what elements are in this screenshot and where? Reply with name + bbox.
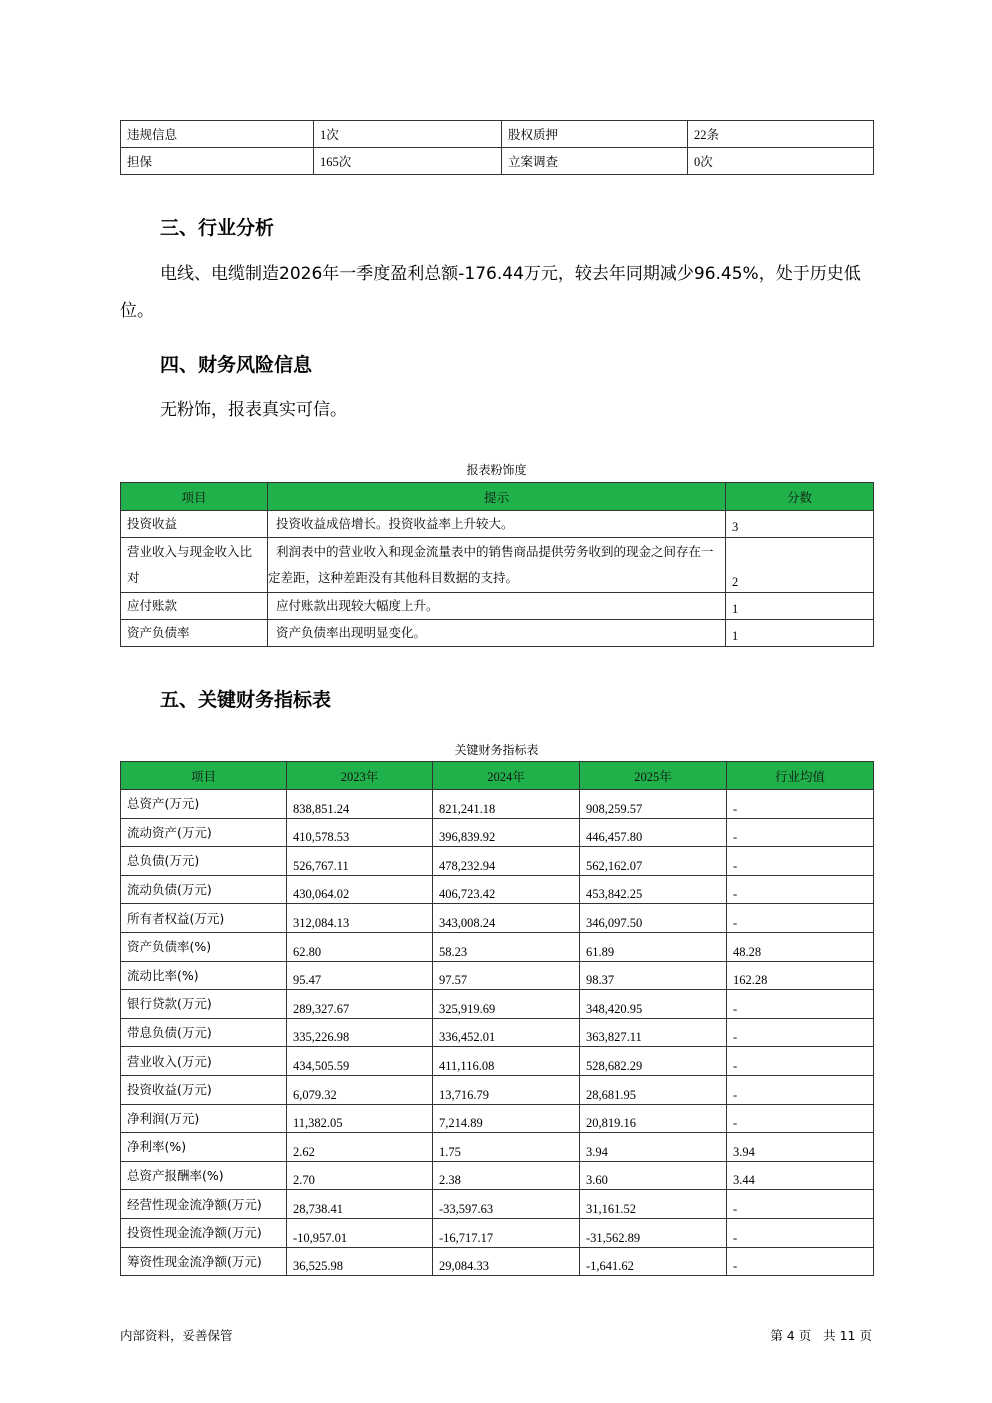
metric-value: 363,827.11 bbox=[580, 1018, 727, 1047]
metrics-row bbox=[121, 904, 874, 933]
section3-heading: 三、行业分析 bbox=[160, 217, 275, 239]
metric-value: 562,162.07 bbox=[580, 847, 727, 876]
risk-table-header-row bbox=[121, 483, 874, 511]
metric-value: -31,562.89 bbox=[580, 1218, 727, 1247]
metric-label: 总资产(万元) bbox=[121, 790, 287, 819]
risk-table-caption: 报表粉饰度 bbox=[466, 463, 527, 477]
metric-value: - bbox=[727, 818, 874, 847]
risk-score: 1 bbox=[726, 620, 874, 647]
metric-label: 净利率(%) bbox=[121, 1133, 287, 1162]
risk-score: 2 bbox=[726, 538, 874, 593]
metric-label: 筹资性现金流净额(万元) bbox=[121, 1247, 287, 1276]
risk-item: 资产负债率 bbox=[121, 620, 268, 647]
metric-value: 430,064.02 bbox=[287, 875, 433, 904]
metric-value: 335,226.98 bbox=[287, 1018, 433, 1047]
metric-value: - bbox=[727, 875, 874, 904]
metric-value: - bbox=[727, 1247, 874, 1276]
metric-value: 343,008.24 bbox=[433, 904, 580, 933]
metric-value: 6,079.32 bbox=[287, 1075, 433, 1104]
metric-label: 资产负债率(%) bbox=[121, 932, 287, 961]
metrics-row bbox=[121, 1190, 874, 1219]
metric-value: 325,919.69 bbox=[433, 990, 580, 1019]
section5-heading: 五、关键财务指标表 bbox=[160, 689, 332, 711]
metric-value: 3.94 bbox=[727, 1133, 874, 1162]
column-header: 行业均值 bbox=[727, 762, 874, 790]
metric-label: 所有者权益(万元) bbox=[121, 904, 287, 933]
metric-value: 62.80 bbox=[287, 932, 433, 961]
metric-value: 406,723.42 bbox=[433, 875, 580, 904]
column-header: 2023年 bbox=[287, 762, 433, 790]
metric-value: 28,681.95 bbox=[580, 1075, 727, 1104]
risk-item: 投资收益 bbox=[121, 511, 268, 538]
info-table bbox=[120, 120, 874, 175]
metric-value: - bbox=[727, 990, 874, 1019]
metric-value: 312,084.13 bbox=[287, 904, 433, 933]
risk-item: 营业收入与现金收入比对 bbox=[121, 538, 268, 593]
metric-value: 20,819.16 bbox=[580, 1104, 727, 1133]
risk-hint: 利润表中的营业收入和现金流量表中的销售商品提供劳务收到的现金之间存在一定差距，这种差距没有其他科目数据的支持。 bbox=[268, 544, 714, 585]
metrics-row bbox=[121, 818, 874, 847]
info-row bbox=[121, 121, 874, 148]
metric-value: - bbox=[727, 1047, 874, 1076]
metric-value: 29,084.33 bbox=[433, 1247, 580, 1276]
metric-value: 2.70 bbox=[287, 1161, 433, 1190]
metric-value: - bbox=[727, 1218, 874, 1247]
metric-value: 97.57 bbox=[433, 961, 580, 990]
metric-value: - bbox=[727, 847, 874, 876]
metric-label: 银行贷款(万元) bbox=[121, 990, 287, 1019]
metric-value: 410,578.53 bbox=[287, 818, 433, 847]
risk-hint: 应付账款出现较大幅度上升。 bbox=[276, 598, 439, 613]
metric-value: 1.75 bbox=[433, 1133, 580, 1162]
info-cell: 股权质押 bbox=[502, 121, 688, 148]
risk-hint-cell bbox=[268, 511, 726, 538]
risk-hint-cell bbox=[268, 620, 726, 647]
info-row bbox=[121, 148, 874, 175]
metric-value: 453,842.25 bbox=[580, 875, 727, 904]
risk-row bbox=[121, 593, 874, 620]
metric-value: - bbox=[727, 1104, 874, 1133]
metric-value: 36,525.98 bbox=[287, 1247, 433, 1276]
metric-value: 162.28 bbox=[727, 961, 874, 990]
section3-paragraph: 电线、电缆制造2026年一季度盈利总额-176.44万元，较去年同期减少96.45%，处于历史低位。 bbox=[120, 264, 861, 321]
column-header: 2024年 bbox=[433, 762, 580, 790]
metrics-row bbox=[121, 1104, 874, 1133]
metrics-row bbox=[121, 1047, 874, 1076]
metric-value: 61.89 bbox=[580, 932, 727, 961]
info-cell: 立案调查 bbox=[502, 148, 688, 175]
risk-item: 应付账款 bbox=[121, 593, 268, 620]
metrics-row bbox=[121, 1075, 874, 1104]
metric-value: 434,505.59 bbox=[287, 1047, 433, 1076]
metrics-row bbox=[121, 790, 874, 819]
metric-value: 58.23 bbox=[433, 932, 580, 961]
metric-label: 流动负债(万元) bbox=[121, 875, 287, 904]
metric-label: 总负债(万元) bbox=[121, 847, 287, 876]
info-cell: 1次 bbox=[314, 121, 502, 148]
metrics-row bbox=[121, 1018, 874, 1047]
metrics-table bbox=[120, 761, 874, 1276]
metric-value: 838,851.24 bbox=[287, 790, 433, 819]
metric-label: 流动资产(万元) bbox=[121, 818, 287, 847]
metric-value: 2.62 bbox=[287, 1133, 433, 1162]
section4-paragraph: 无粉饰，报表真实可信。 bbox=[160, 400, 347, 420]
metrics-table-header-row bbox=[121, 762, 874, 790]
column-header: 2025年 bbox=[580, 762, 727, 790]
metric-value: 11,382.05 bbox=[287, 1104, 433, 1133]
metrics-row bbox=[121, 990, 874, 1019]
risk-row bbox=[121, 538, 874, 593]
metric-value: 446,457.80 bbox=[580, 818, 727, 847]
metric-value: - bbox=[727, 904, 874, 933]
risk-score: 1 bbox=[726, 593, 874, 620]
risk-table bbox=[120, 482, 874, 647]
metrics-row bbox=[121, 847, 874, 876]
info-cell: 担保 bbox=[121, 148, 314, 175]
info-cell: 0次 bbox=[688, 148, 874, 175]
info-cell: 违规信息 bbox=[121, 121, 314, 148]
footer-left: 内部资料，妥善保管 bbox=[120, 1328, 233, 1343]
metric-value: 28,738.41 bbox=[287, 1190, 433, 1219]
metric-value: 95.47 bbox=[287, 961, 433, 990]
metric-value: 396,839.92 bbox=[433, 818, 580, 847]
metrics-row bbox=[121, 875, 874, 904]
metric-value: 411,116.08 bbox=[433, 1047, 580, 1076]
metric-value: 31,161.52 bbox=[580, 1190, 727, 1219]
section4-heading: 四、财务风险信息 bbox=[160, 354, 313, 376]
metrics-row bbox=[121, 1247, 874, 1276]
metric-label: 投资收益(万元) bbox=[121, 1075, 287, 1104]
info-cell: 165次 bbox=[314, 148, 502, 175]
metric-value: - bbox=[727, 790, 874, 819]
metrics-row bbox=[121, 961, 874, 990]
metric-value: - bbox=[727, 1018, 874, 1047]
risk-hint-cell bbox=[268, 538, 726, 593]
metric-value: 478,232.94 bbox=[433, 847, 580, 876]
metric-value: 336,452.01 bbox=[433, 1018, 580, 1047]
info-cell: 22条 bbox=[688, 121, 874, 148]
metric-label: 总资产报酬率(%) bbox=[121, 1161, 287, 1190]
metric-value: 7,214.89 bbox=[433, 1104, 580, 1133]
metric-value: - bbox=[727, 1190, 874, 1219]
metric-value: 3.60 bbox=[580, 1161, 727, 1190]
metric-value: 348,420.95 bbox=[580, 990, 727, 1019]
column-header: 项目 bbox=[121, 762, 287, 790]
metric-value: 2.38 bbox=[433, 1161, 580, 1190]
metric-value: 3.44 bbox=[727, 1161, 874, 1190]
metric-value: 526,767.11 bbox=[287, 847, 433, 876]
metric-value: 528,682.29 bbox=[580, 1047, 727, 1076]
metric-label: 带息负债(万元) bbox=[121, 1018, 287, 1047]
metric-value: 908,259.57 bbox=[580, 790, 727, 819]
metric-label: 经营性现金流净额(万元) bbox=[121, 1190, 287, 1219]
metric-label: 营业收入(万元) bbox=[121, 1047, 287, 1076]
metric-label: 流动比率(%) bbox=[121, 961, 287, 990]
metric-label: 投资性现金流净额(万元) bbox=[121, 1218, 287, 1247]
metric-value: 821,241.18 bbox=[433, 790, 580, 819]
metric-value: -16,717.17 bbox=[433, 1218, 580, 1247]
risk-row bbox=[121, 620, 874, 647]
metrics-row bbox=[121, 1218, 874, 1247]
column-header: 分数 bbox=[726, 483, 874, 511]
column-header: 提示 bbox=[268, 483, 726, 511]
metrics-table-caption: 关键财务指标表 bbox=[454, 743, 539, 757]
risk-hint: 投资收益成倍增长。投资收益率上升较大。 bbox=[276, 516, 514, 531]
metric-value: 13,716.79 bbox=[433, 1075, 580, 1104]
metric-value: -1,641.62 bbox=[580, 1247, 727, 1276]
metrics-row bbox=[121, 1133, 874, 1162]
column-header: 项目 bbox=[121, 483, 268, 511]
metric-value: 48.28 bbox=[727, 932, 874, 961]
risk-score: 3 bbox=[726, 511, 874, 538]
metrics-row bbox=[121, 1161, 874, 1190]
footer-page-number: 第 4 页 共 11 页 bbox=[770, 1328, 872, 1343]
metric-value: 3.94 bbox=[580, 1133, 727, 1162]
risk-hint: 资产负债率出现明显变化。 bbox=[276, 625, 427, 640]
risk-row bbox=[121, 511, 874, 538]
metrics-row bbox=[121, 932, 874, 961]
metric-value: 98.37 bbox=[580, 961, 727, 990]
metric-value: -33,597.63 bbox=[433, 1190, 580, 1219]
metric-value: 346,097.50 bbox=[580, 904, 727, 933]
metric-value: 289,327.67 bbox=[287, 990, 433, 1019]
metric-value: -10,957.01 bbox=[287, 1218, 433, 1247]
risk-hint-cell bbox=[268, 593, 726, 620]
metric-label: 净利润(万元) bbox=[121, 1104, 287, 1133]
metric-value: - bbox=[727, 1075, 874, 1104]
